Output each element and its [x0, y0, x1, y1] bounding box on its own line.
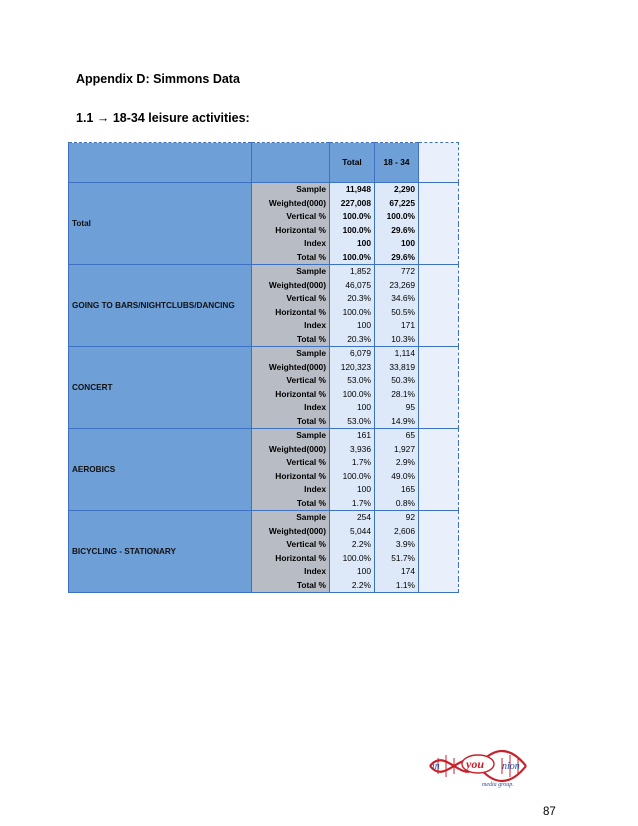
column-header-18-34: 18 - 34 [375, 143, 419, 183]
logo-text-right: nion [502, 761, 520, 772]
empty-cell [419, 538, 459, 552]
empty-cell [419, 292, 459, 306]
age-18-34-value: 1.1% [375, 579, 419, 593]
age-18-34-value: 51.7% [375, 552, 419, 566]
category-label: CONCERT [69, 347, 252, 429]
empty-cell [419, 525, 459, 539]
total-value: 100 [330, 237, 375, 251]
metric-label: Horizontal % [252, 388, 330, 402]
empty-cell [419, 552, 459, 566]
age-18-34-value: 95 [375, 401, 419, 415]
total-value: 5,044 [330, 525, 375, 539]
metric-label: Horizontal % [252, 470, 330, 484]
age-18-34-value: 33,819 [375, 361, 419, 375]
total-value: 100.0% [330, 224, 375, 238]
metric-label: Vertical % [252, 456, 330, 470]
metric-label: Sample [252, 429, 330, 443]
empty-cell [419, 224, 459, 238]
age-18-34-value: 100.0% [375, 210, 419, 224]
metric-label: Total % [252, 497, 330, 511]
empty-cell [419, 565, 459, 579]
metric-label: Vertical % [252, 374, 330, 388]
category-label: Total [69, 183, 252, 265]
logo-tagline: media group. [482, 782, 514, 788]
empty-cell [419, 429, 459, 443]
page-number: 87 [543, 806, 556, 818]
total-value: 2.2% [330, 579, 375, 593]
total-value: 100 [330, 483, 375, 497]
empty-cell [419, 456, 459, 470]
total-value: 1.7% [330, 456, 375, 470]
empty-cell [419, 374, 459, 388]
metric-label: Index [252, 237, 330, 251]
metric-label: Total % [252, 251, 330, 265]
total-value: 227,008 [330, 197, 375, 211]
metric-label: Sample [252, 511, 330, 525]
age-18-34-value: 100 [375, 237, 419, 251]
metric-label: Horizontal % [252, 552, 330, 566]
empty-cell [419, 197, 459, 211]
empty-cell [419, 511, 459, 525]
empty-cell [419, 415, 459, 429]
empty-cell [419, 579, 459, 593]
age-18-34-value: 0.8% [375, 497, 419, 511]
table-header-row [69, 143, 459, 183]
empty-cell [419, 306, 459, 320]
total-value: 11,948 [330, 183, 375, 197]
age-18-34-value: 174 [375, 565, 419, 579]
logo-text-mid: you [466, 757, 484, 771]
total-value: 120,323 [330, 361, 375, 375]
empty-cell [419, 388, 459, 402]
empty-cell [419, 497, 459, 511]
metric-label: Vertical % [252, 538, 330, 552]
age-18-34-value: 29.6% [375, 224, 419, 238]
metric-label: Sample [252, 265, 330, 279]
total-value: 3,936 [330, 443, 375, 457]
metric-label: Vertical % [252, 210, 330, 224]
total-value: 100.0% [330, 251, 375, 265]
age-18-34-value: 3.9% [375, 538, 419, 552]
total-value: 100.0% [330, 210, 375, 224]
empty-cell [419, 401, 459, 415]
table-row [69, 265, 459, 279]
metric-label: Sample [252, 347, 330, 361]
table-row [69, 347, 459, 361]
age-18-34-value: 2,606 [375, 525, 419, 539]
total-value: 20.3% [330, 292, 375, 306]
simmons-data-table-container [68, 142, 458, 592]
table-row [69, 429, 459, 443]
total-value: 100 [330, 401, 375, 415]
total-value: 46,075 [330, 279, 375, 293]
age-18-34-value: 49.0% [375, 470, 419, 484]
age-18-34-value: 171 [375, 319, 419, 333]
empty-cell [419, 279, 459, 293]
metric-label: Total % [252, 579, 330, 593]
metric-label: Vertical % [252, 292, 330, 306]
total-value: 53.0% [330, 374, 375, 388]
header-blank-label [252, 143, 330, 183]
total-value: 20.3% [330, 333, 375, 347]
age-18-34-value: 1,114 [375, 347, 419, 361]
total-value: 100.0% [330, 552, 375, 566]
total-value: 2.2% [330, 538, 375, 552]
age-18-34-value: 34.6% [375, 292, 419, 306]
total-value: 53.0% [330, 415, 375, 429]
metric-label: Weighted(000) [252, 525, 330, 539]
total-value: 1,852 [330, 265, 375, 279]
metric-label: Index [252, 483, 330, 497]
logo-text-left: in [432, 761, 440, 772]
empty-cell [419, 470, 459, 484]
empty-cell [419, 237, 459, 251]
simmons-data-table [68, 142, 459, 593]
section-subheading: 1.1 → 18-34 leisure activities: [76, 111, 250, 125]
total-value: 161 [330, 429, 375, 443]
total-value: 100.0% [330, 470, 375, 484]
empty-cell [419, 347, 459, 361]
metric-label: Horizontal % [252, 306, 330, 320]
metric-label: Weighted(000) [252, 361, 330, 375]
total-value: 100 [330, 319, 375, 333]
table-body [69, 143, 459, 593]
age-18-34-value: 1,927 [375, 443, 419, 457]
total-value: 6,079 [330, 347, 375, 361]
age-18-34-value: 50.3% [375, 374, 419, 388]
metric-label: Index [252, 319, 330, 333]
column-header-total: Total [330, 143, 375, 183]
category-label: GOING TO BARS/NIGHTCLUBS/DANCING [69, 265, 252, 347]
metric-label: Sample [252, 183, 330, 197]
age-18-34-value: 50.5% [375, 306, 419, 320]
age-18-34-value: 28.1% [375, 388, 419, 402]
empty-cell [419, 333, 459, 347]
category-label: AEROBICS [69, 429, 252, 511]
metric-label: Total % [252, 415, 330, 429]
table-row [69, 183, 459, 197]
metric-label: Horizontal % [252, 224, 330, 238]
inyounion-logo [426, 742, 528, 790]
table-row [69, 511, 459, 525]
appendix-heading: Appendix D: Simmons Data [76, 72, 240, 86]
age-18-34-value: 14.9% [375, 415, 419, 429]
metric-label: Index [252, 401, 330, 415]
empty-cell [419, 319, 459, 333]
age-18-34-value: 165 [375, 483, 419, 497]
header-blank-category [69, 143, 252, 183]
total-value: 1.7% [330, 497, 375, 511]
age-18-34-value: 92 [375, 511, 419, 525]
age-18-34-value: 10.3% [375, 333, 419, 347]
age-18-34-value: 2,290 [375, 183, 419, 197]
metric-label: Index [252, 565, 330, 579]
empty-cell [419, 265, 459, 279]
metric-label: Weighted(000) [252, 279, 330, 293]
total-value: 100.0% [330, 306, 375, 320]
empty-cell [419, 443, 459, 457]
category-label: BICYCLING - STATIONARY [69, 511, 252, 593]
age-18-34-value: 29.6% [375, 251, 419, 265]
age-18-34-value: 2.9% [375, 456, 419, 470]
metric-label: Weighted(000) [252, 443, 330, 457]
total-value: 100.0% [330, 388, 375, 402]
age-18-34-value: 772 [375, 265, 419, 279]
metric-label: Total % [252, 333, 330, 347]
empty-cell [419, 183, 459, 197]
empty-cell [419, 361, 459, 375]
empty-cell [419, 251, 459, 265]
total-value: 254 [330, 511, 375, 525]
age-18-34-value: 65 [375, 429, 419, 443]
age-18-34-value: 23,269 [375, 279, 419, 293]
total-value: 100 [330, 565, 375, 579]
empty-cell [419, 483, 459, 497]
header-empty-column [419, 143, 459, 183]
metric-label: Weighted(000) [252, 197, 330, 211]
age-18-34-value: 67,225 [375, 197, 419, 211]
empty-cell [419, 210, 459, 224]
